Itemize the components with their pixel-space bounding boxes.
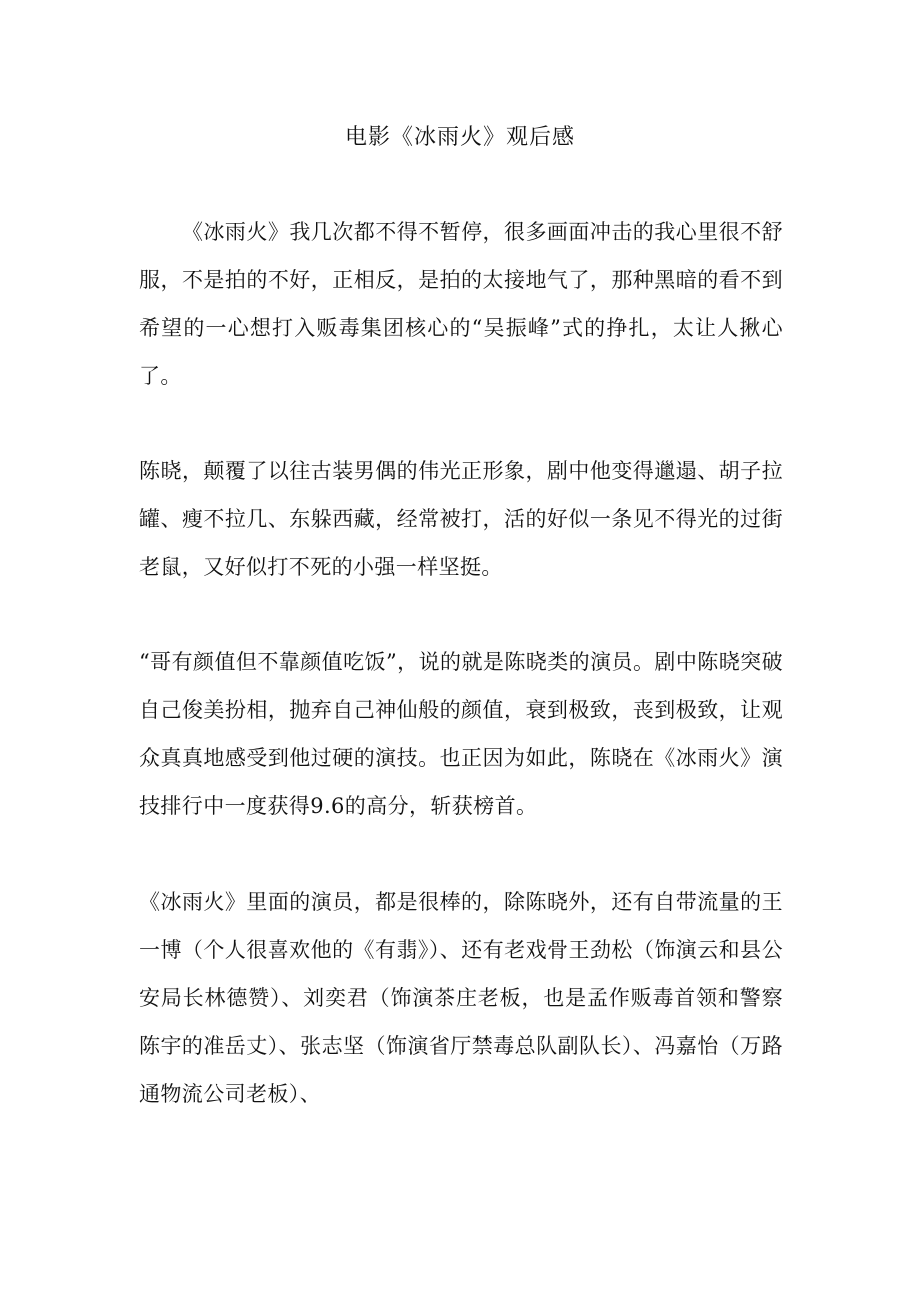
paragraph-acting-skill: “哥有颜值但不靠颜值吃饭”，说的就是陈晓类的演员。剧中陈晓突破自己俊美扮相，抛弃自己神仙般的颜值，衰到极致，丧到极致，让观众真真地感受到他过硬的演技。也正因为如此，陈晓在《冰雨火》演技排行中一度获得9.6的高分，斩获榜首。	[139, 650, 783, 818]
paragraph-cast: 《冰雨火》里面的演员，都是很棒的，除陈晓外，还有自带流量的王一博（个人很喜欢他的《有翡》）、还有老戏骨王劲松（饰演云和县公安局长林德赞）、刘奕君（饰演茶庄老板，也是孟作贩毒首领和警察陈宇的准岳丈）、张志坚（饰演省厅禁毒总队副队长）、冯嘉怡（万路通物流公司老板）、	[139, 890, 783, 1106]
document-title: 电影《冰雨火》观后感	[344, 125, 575, 150]
paragraph-intro: 《冰雨火》我几次都不得不暂停，很多画面冲击的我心里很不舒服，不是拍的不好，正相反，是拍的太接地气了，那种黑暗的看不到希望的一心想打入贩毒集团核心的“吴振峰”式的挣扎，太让人揪心了。	[139, 220, 783, 388]
paragraph-chen-xiao-role: 陈晓，颠覆了以往古装男偶的伟光正形象，剧中他变得邋遢、胡子拉罐、瘦不拉几、东躲西藏，经常被打，活的好似一条见不得光的过街老鼠，又好似打不死的小强一样坚挺。	[139, 459, 783, 579]
